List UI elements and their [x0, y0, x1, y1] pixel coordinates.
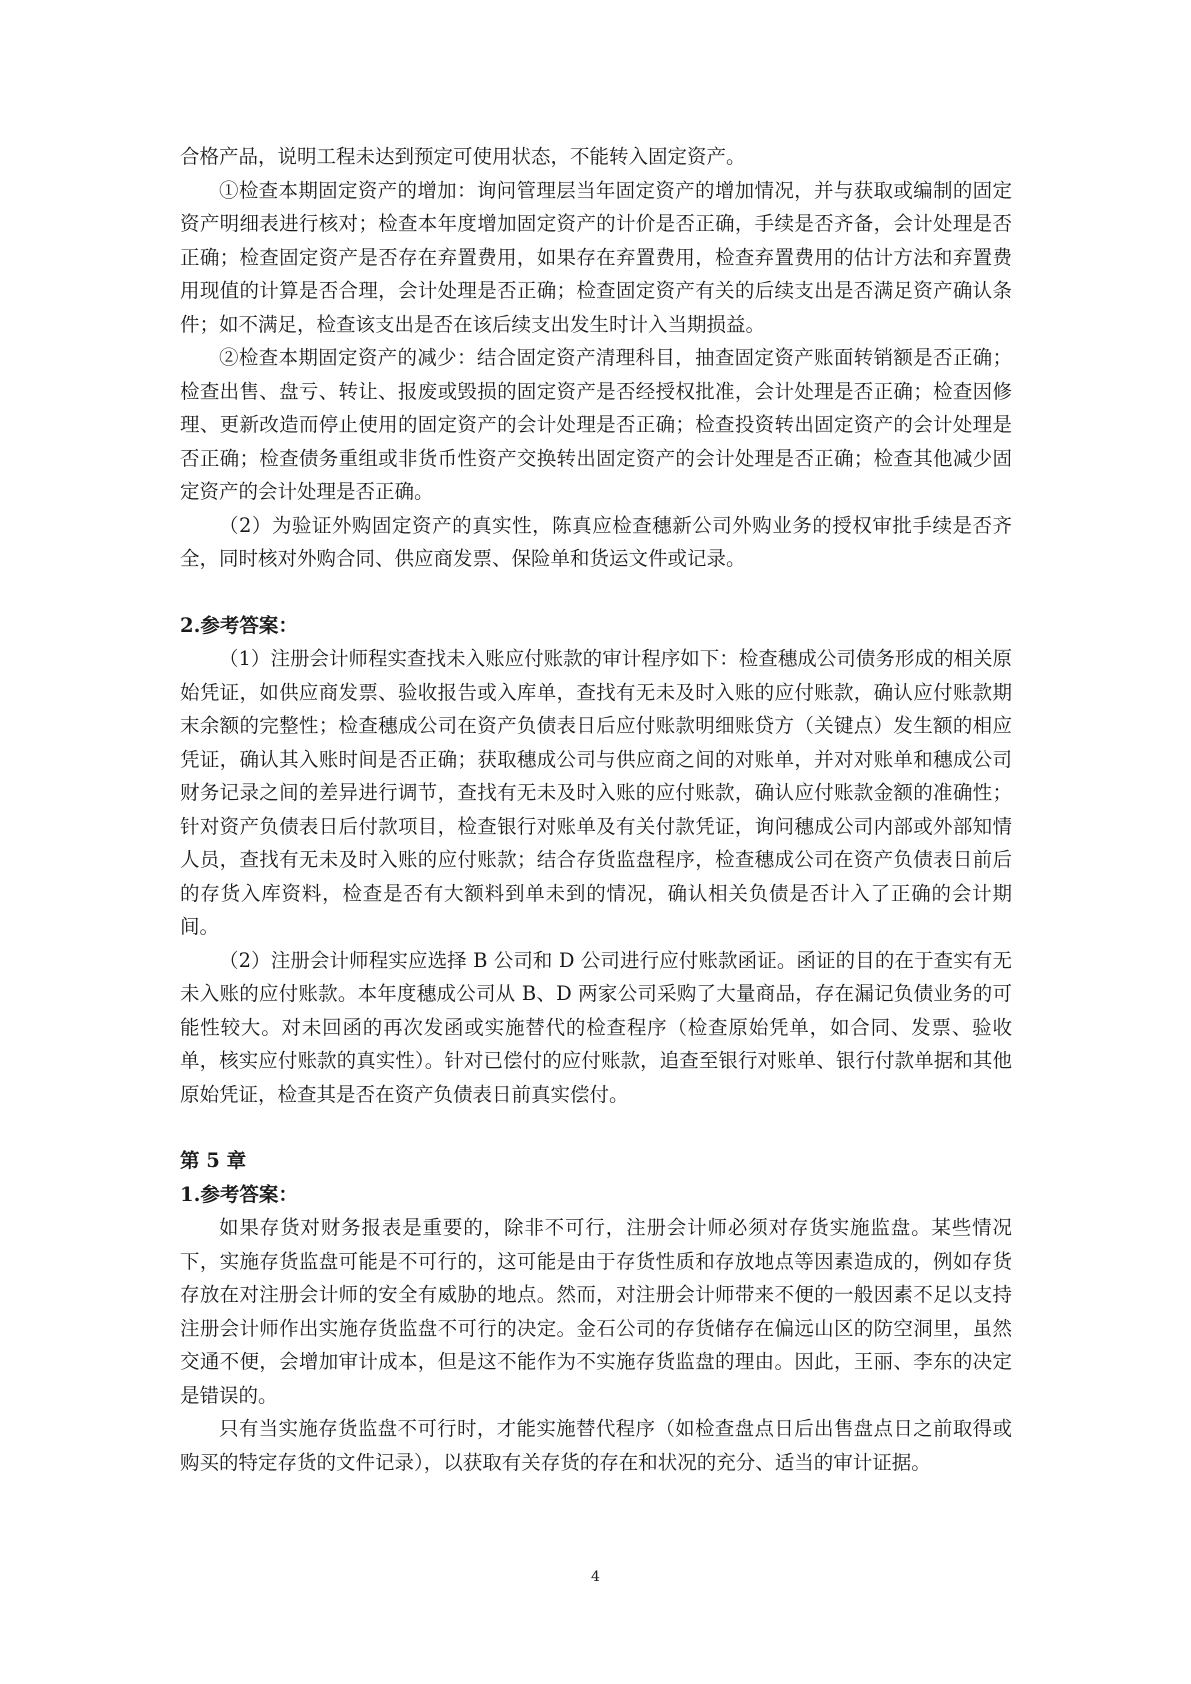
paragraph-inventory-observation: 如果存货对财务报表是重要的，除非不可行，注册会计师必须对存货实施监盘。某些情况下，实施存货监盘可能是不可行的，这可能是由于存货性质和存放地点等因素造成的，例如存货存放在对注册会计师的安全有威胁的地点。然而，对注册会计师带来不便的一般因素不足以支持注册会计师作出实施存货监盘不可行的决定。金石公司的存货储存在偏远山区的防空洞里，虽然交通不便，会增加审计成本，但是这不能作为不实施存货监盘的理由。因此，王丽、李东的决定是错误的。: [180, 1216, 1012, 1407]
paragraph-continuation: 合格产品，说明工程未达到预定可使用状态，不能转入固定资产。: [180, 145, 746, 168]
paragraph-fixed-asset-increase: ①检查本期固定资产的增加：询问管理层当年固定资产的增加情况，并与获取或编制的固定资产明细表进行核对；检查本年度增加固定资产的计价是否正确，手续是否齐备，会计处理是否正确；检查固定资产是否存在弃置费用，如果存在弃置费用，检查弃置费用的估计方法和弃置费用现值的计算是否合理，会计处理是否正确；检查固定资产有关的后续支出是否满足资产确认条件；如不满足，检查该支出是否在该后续支出发生时计入当期损益。: [180, 178, 1012, 336]
section-heading-answer-1: 1.参考答案：: [180, 1182, 298, 1206]
paragraph-unrecorded-payables: （1）注册会计师程实查找未入账应付账款的审计程序如下：检查穗成公司债务形成的相关原始凭证，如供应商发票、验收报告或入库单，查找有无未及时入账的应付账款，确认应付账款期末余额的完整性；检查穗成公司在资产负债表日后应付账款明细账贷方（关键点）发生额的相应凭证，确认其入账时间是否正确；获取穗成公司与供应商之间的对账单，并对对账单和穗成公司财务记录之间的差异进行调节，查找有无未及时入账的应付账款，确认应付账款金额的准确性；针对资产负债表日后付款项目，检查银行对账单及有关付款凭证，询问穗成公司内部或外部知情人员，查找有无未及时入账的应付账款；结合存货监盘程序，检查穗成公司在资产负债表日前后的存货入库资料，检查是否有大额料到单未到的情况，确认相关负债是否计入了正确的会计期间。: [180, 647, 1012, 938]
spacer: [180, 1111, 1012, 1144]
paragraph-purchased-asset-verification: （2）为验证外购固定资产的真实性，陈真应检查穗新公司外购业务的授权审批手续是否齐全，同时核对外购合同、供应商发票、保险单和货运文件或记录。: [180, 513, 1012, 570]
chapter-heading: 第 5 章: [180, 1149, 247, 1172]
spacer: [180, 576, 1012, 609]
paragraph-fixed-asset-decrease: ②检查本期固定资产的减少：结合固定资产清理科目，抽查固定资产账面转销额是否正确；检查出售、盘亏、转让、报废或毁损的固定资产是否经授权批准，会计处理是否正确；检查因修理、更新改造而停止使用的固定资产的会计处理是否正确；检查投资转出固定资产的会计处理是否正确；检查债务重组或非货币性资产交换转出固定资产的会计处理是否正确；检查其他减少固定资产的会计处理是否正确。: [180, 346, 1012, 503]
document-body: [180, 140, 1012, 1479]
paragraph-payables-confirmation: （2）注册会计师程实应选择 B 公司和 D 公司进行应付账款函证。函证的目的在于查实有无未入账的应付账款。本年度穗成公司从 B、D 两家公司采购了大量商品，存在漏记负债业务的可能性较大。对未回函的再次发函或实施替代的检查程序（检查原始凭单，如合同、发票、验收单，核实应付账款的真实性）。针对已偿付的应付账款，追查至银行对账单、银行付款单据和其他原始凭证，检查其是否在资产负债表日前真实偿付。: [180, 948, 1012, 1106]
section-heading-answer-2: 2.参考答案：: [180, 613, 298, 637]
page-number: 4: [591, 1569, 600, 1585]
paragraph-alternative-procedures: 只有当实施存货监盘不可行时，才能实施替代程序（如检查盘点日后出售盘点日之前取得或购买的特定存货的文件记录），以获取有关存货的存在和状况的充分、适当的审计证据。: [180, 1417, 1012, 1474]
